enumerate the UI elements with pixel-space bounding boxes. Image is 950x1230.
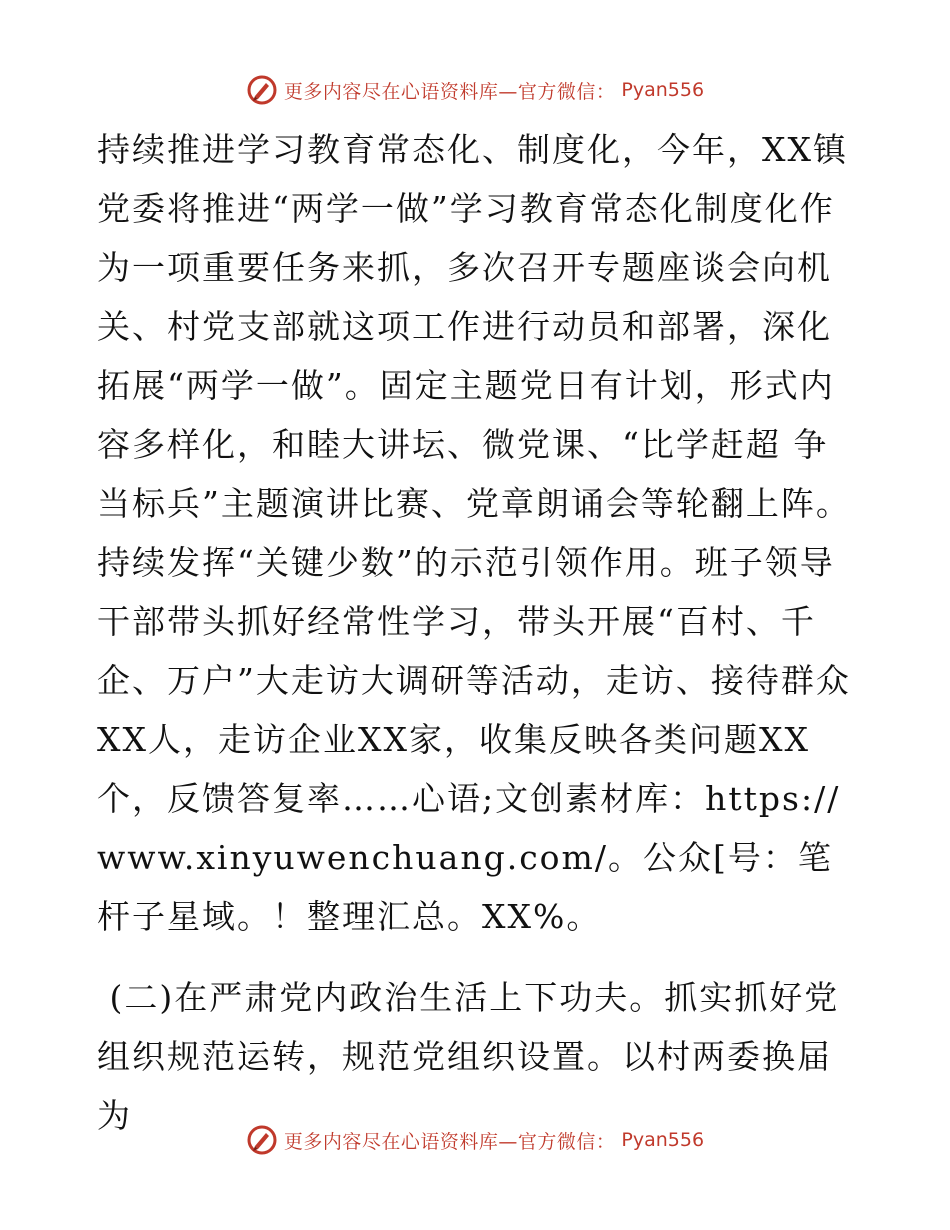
- footer-watermark: [0, 1120, 950, 1160]
- header-watermark: [0, 70, 950, 110]
- watermark-wechat-id: Pyan556: [621, 79, 705, 101]
- body-paragraph-2: (二)在严肃党内政治生活上下功夫。抓实抓好党组织规范运转，规范党组织设置。以村两委换届为: [97, 978, 840, 1135]
- watermark-text: 更多内容尽在心语资料库—官方微信：: [283, 80, 616, 103]
- pen-seal-logo-icon: [246, 1124, 278, 1156]
- watermark-text: 更多内容尽在心语资料库—官方微信：: [283, 1130, 616, 1153]
- watermark-wechat-id: Pyan556: [621, 1129, 705, 1151]
- pen-seal-logo-icon: [246, 74, 278, 106]
- document-body: [97, 120, 857, 1145]
- body-paragraph-1: 持续推进学习教育常态化、制度化，今年，XX镇党委将推进“两学一做”学习教育常态化制度化作为一项重要任务来抓，多次召开专题座谈会向机关、村党支部就这项工作进行动员和部署，深化拓展“两学一做”。固定主题党日有计划，形式内容多样化，和睦大讲坛、微党课、“比学赶超 争当标兵”主题演讲比赛、党章朗诵会等轮翻上阵。持续发挥“关键少数”的示范引领作用。班子领导干部带头抓好经常性学习，带头开展“百村、千企、万户”大走访大调研等活动，走访、接待群众XX人，走访企业XX家，收集反映各类问题XX个，反馈答复率……心语;文创素材库：https://www.xinyuwenchuang.com/。公众[号：笔杆子星域。！整理汇总。XX%。: [97, 130, 851, 936]
